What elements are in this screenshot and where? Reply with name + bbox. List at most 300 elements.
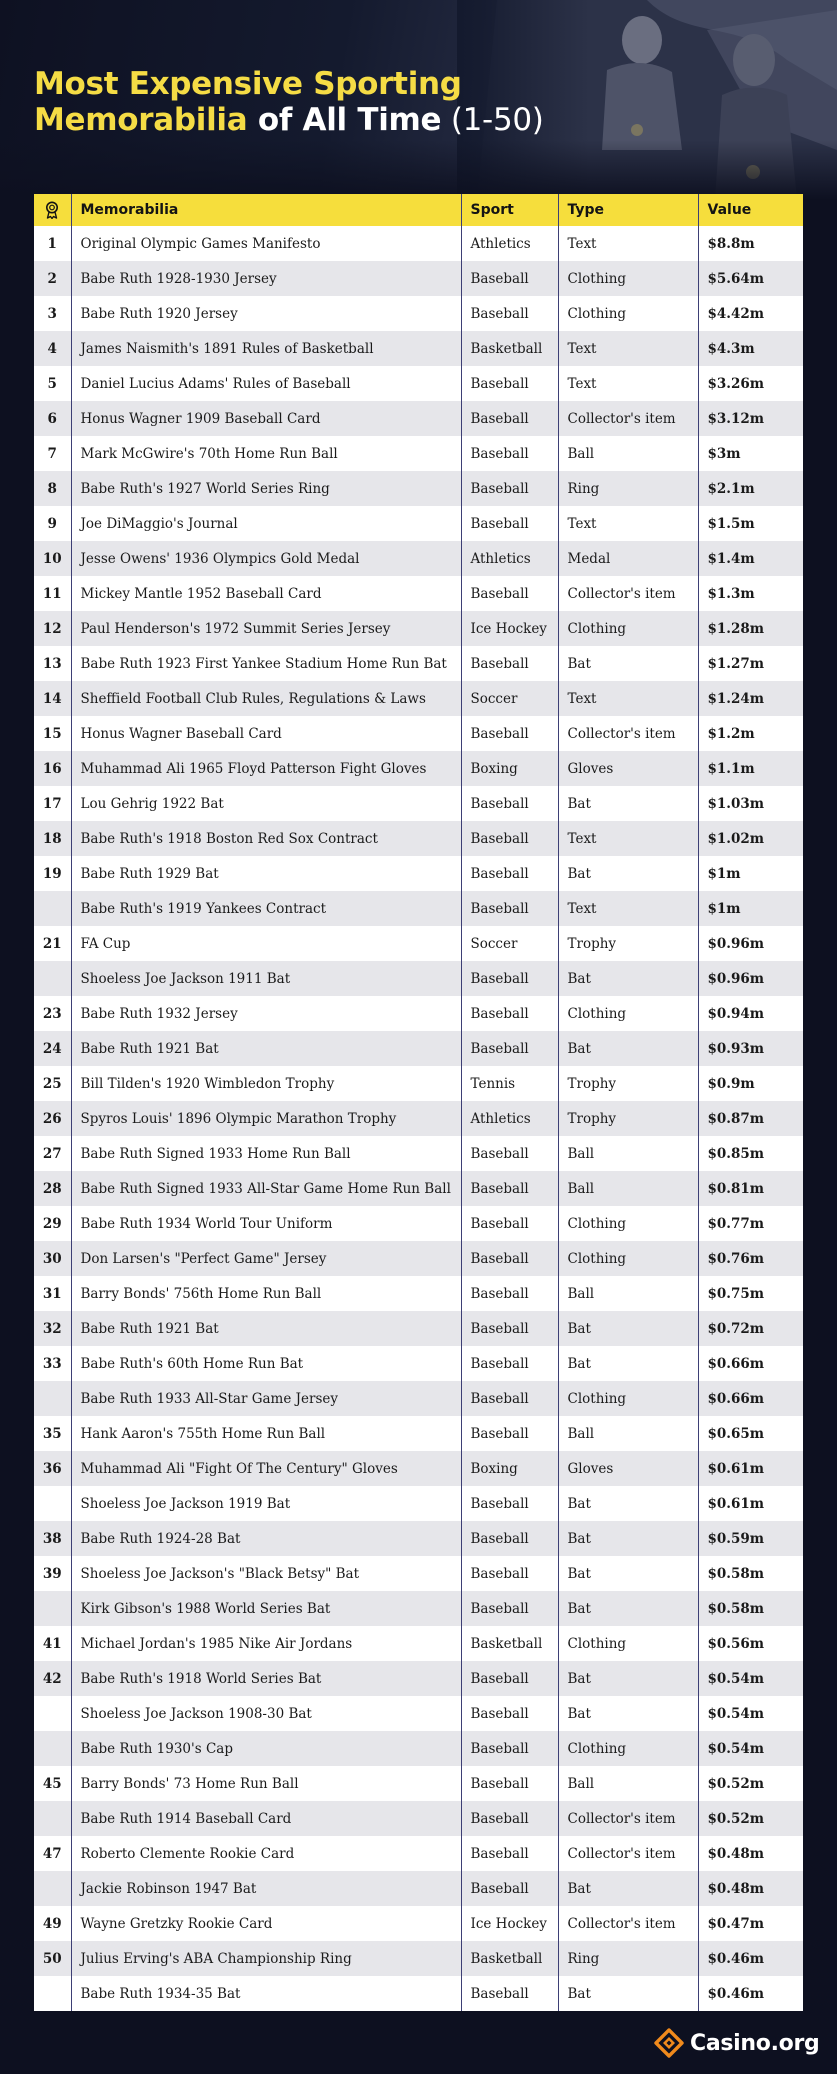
rank-cell: 49 — [34, 1906, 71, 1941]
sport-cell: Baseball — [461, 716, 558, 751]
table-row — [34, 1451, 803, 1486]
table-body — [34, 226, 803, 2011]
sport-cell: Baseball — [461, 1661, 558, 1696]
value-cell: $1.28m — [707, 620, 765, 637]
sport-cell: Boxing — [461, 751, 558, 786]
table-row — [34, 1626, 803, 1661]
sport-cell: Baseball — [461, 1801, 558, 1836]
rank-cell: 41 — [34, 1626, 71, 1661]
table-row — [34, 681, 803, 716]
table-row — [34, 786, 803, 821]
memorabilia-cell: Michael Jordan's 1985 Nike Air Jordans — [71, 1626, 461, 1661]
rank-cell — [34, 891, 71, 926]
value-cell: $0.85m — [707, 1145, 765, 1162]
memorabilia-cell: Paul Henderson's 1972 Summit Series Jersey — [71, 611, 461, 646]
sport-cell: Baseball — [461, 1486, 558, 1521]
table-row — [34, 1871, 803, 1906]
memorabilia-cell: Babe Ruth's 1918 World Series Bat — [71, 1661, 461, 1696]
sport-cell: Soccer — [461, 926, 558, 961]
memorabilia-cell: Spyros Louis' 1896 Olympic Marathon Trophy — [71, 1101, 461, 1136]
value-cell: $4.3m — [707, 340, 755, 357]
rank-cell: 9 — [34, 506, 71, 541]
sport-cell: Baseball — [461, 1416, 558, 1451]
memorabilia-cell: Babe Ruth 1928-1930 Jersey — [71, 261, 461, 296]
type-cell: Clothing — [558, 1206, 698, 1241]
rank-cell: 31 — [34, 1276, 71, 1311]
type-cell: Text — [558, 226, 698, 261]
memorabilia-cell: Babe Ruth 1921 Bat — [71, 1311, 461, 1346]
sport-cell: Baseball — [461, 401, 558, 436]
type-cell: Trophy — [558, 1101, 698, 1136]
sport-cell: Baseball — [461, 996, 558, 1031]
rank-cell: 7 — [34, 436, 71, 471]
rank-header — [34, 194, 71, 226]
memorabilia-cell: Babe Ruth 1921 Bat — [71, 1031, 461, 1066]
table-row — [34, 1976, 803, 2011]
table-row — [34, 1311, 803, 1346]
table-row — [34, 1171, 803, 1206]
sport-cell: Baseball — [461, 1556, 558, 1591]
table-row — [34, 646, 803, 681]
rank-cell: 3 — [34, 296, 71, 331]
memorabilia-cell: Daniel Lucius Adams' Rules of Baseball — [71, 366, 461, 401]
rank-cell: 12 — [34, 611, 71, 646]
value-cell: $1.2m — [707, 725, 755, 742]
sport-cell: Baseball — [461, 1031, 558, 1066]
sport-cell: Baseball — [461, 821, 558, 856]
casino-org-logo-icon — [654, 2028, 684, 2058]
table-row — [34, 1521, 803, 1556]
table-row — [34, 331, 803, 366]
type-cell: Collector's item — [558, 1801, 698, 1836]
type-cell: Gloves — [558, 751, 698, 786]
table-row — [34, 261, 803, 296]
rank-cell: 4 — [34, 331, 71, 366]
rank-cell — [34, 1801, 71, 1836]
sport-cell: Baseball — [461, 1766, 558, 1801]
type-cell: Text — [558, 331, 698, 366]
rank-cell: 32 — [34, 1311, 71, 1346]
table-row — [34, 1556, 803, 1591]
sport-cell: Baseball — [461, 786, 558, 821]
memorabilia-cell: FA Cup — [71, 926, 461, 961]
title-highlight: Memorabilia — [34, 102, 248, 138]
value-cell: $0.72m — [707, 1320, 765, 1337]
type-cell: Clothing — [558, 1241, 698, 1276]
memorabilia-cell: Original Olympic Games Manifesto — [71, 226, 461, 261]
value-cell: $3.26m — [707, 375, 765, 392]
type-cell: Text — [558, 506, 698, 541]
table-row — [34, 1906, 803, 1941]
memorabilia-cell: Joe DiMaggio's Journal — [71, 506, 461, 541]
memorabilia-cell: Barry Bonds' 756th Home Run Ball — [71, 1276, 461, 1311]
title-range: (1-50) — [441, 102, 544, 138]
type-cell: Trophy — [558, 926, 698, 961]
sport-cell: Baseball — [461, 891, 558, 926]
value-cell: $1.02m — [707, 830, 765, 847]
sport-cell: Baseball — [461, 1976, 558, 2011]
memorabilia-cell: Muhammad Ali 1965 Floyd Patterson Fight Gloves — [71, 751, 461, 786]
memorabilia-cell: Babe Ruth 1933 All-Star Game Jersey — [71, 1381, 461, 1416]
table-row — [34, 471, 803, 506]
table-row — [34, 1801, 803, 1836]
sport-cell: Baseball — [461, 261, 558, 296]
sport-cell: Baseball — [461, 366, 558, 401]
sport-cell: Boxing — [461, 1451, 558, 1486]
hero-fade — [0, 140, 837, 200]
sport-cell: Baseball — [461, 1241, 558, 1276]
rank-cell: 36 — [34, 1451, 71, 1486]
value-cell: $1.03m — [707, 795, 765, 812]
table-row — [34, 541, 803, 576]
sport-cell: Baseball — [461, 856, 558, 891]
type-cell: Bat — [558, 786, 698, 821]
rank-cell: 50 — [34, 1941, 71, 1976]
sport-cell: Baseball — [461, 506, 558, 541]
value-cell: $1m — [707, 900, 741, 917]
memorabilia-cell: Babe Ruth 1932 Jersey — [71, 996, 461, 1031]
memorabilia-table — [34, 194, 803, 2011]
table-row — [34, 996, 803, 1031]
type-cell: Clothing — [558, 1381, 698, 1416]
rank-cell: 42 — [34, 1661, 71, 1696]
type-cell: Bat — [558, 1311, 698, 1346]
type-cell: Text — [558, 681, 698, 716]
value-cell: $0.93m — [707, 1040, 765, 1057]
type-cell: Ball — [558, 1766, 698, 1801]
sport-cell: Basketball — [461, 331, 558, 366]
memorabilia-cell: Mickey Mantle 1952 Baseball Card — [71, 576, 461, 611]
value-cell: $0.54m — [707, 1705, 765, 1722]
value-cell: $0.81m — [707, 1180, 765, 1197]
value-cell: $4.42m — [707, 305, 765, 322]
type-cell: Bat — [558, 1486, 698, 1521]
memorabilia-cell: Bill Tilden's 1920 Wimbledon Trophy — [71, 1066, 461, 1101]
rank-cell — [34, 1591, 71, 1626]
rank-cell: 28 — [34, 1171, 71, 1206]
table-row — [34, 1766, 803, 1801]
value-cell: $0.48m — [707, 1880, 765, 1897]
table-row — [34, 961, 803, 996]
value-cell: $0.56m — [707, 1635, 765, 1652]
type-cell: Clothing — [558, 1626, 698, 1661]
type-cell: Bat — [558, 1521, 698, 1556]
sport-cell: Baseball — [461, 1871, 558, 1906]
sport-header: Sport — [461, 194, 558, 226]
rank-cell: 39 — [34, 1556, 71, 1591]
value-cell: $3.12m — [707, 410, 765, 427]
value-cell: $0.87m — [707, 1110, 765, 1127]
type-cell: Ring — [558, 1941, 698, 1976]
memorabilia-table-container — [34, 194, 803, 2009]
rank-cell — [34, 1731, 71, 1766]
sport-cell: Baseball — [461, 296, 558, 331]
rank-cell — [34, 1381, 71, 1416]
sport-cell: Tennis — [461, 1066, 558, 1101]
rank-cell: 45 — [34, 1766, 71, 1801]
value-cell: $0.66m — [707, 1355, 765, 1372]
table-row — [34, 1101, 803, 1136]
rank-cell: 29 — [34, 1206, 71, 1241]
sport-cell: Baseball — [461, 1381, 558, 1416]
memorabilia-cell: Mark McGwire's 70th Home Run Ball — [71, 436, 461, 471]
value-cell: $0.59m — [707, 1530, 765, 1547]
rank-cell: 26 — [34, 1101, 71, 1136]
type-cell: Collector's item — [558, 1836, 698, 1871]
type-cell: Bat — [558, 1556, 698, 1591]
value-cell: $1.5m — [707, 515, 755, 532]
table-row — [34, 226, 803, 261]
table-row — [34, 366, 803, 401]
memorabilia-cell: Julius Erving's ABA Championship Ring — [71, 1941, 461, 1976]
type-cell: Bat — [558, 1031, 698, 1066]
value-cell: $5.64m — [707, 270, 765, 287]
table-row — [34, 1031, 803, 1066]
rank-cell: 16 — [34, 751, 71, 786]
rank-cell: 6 — [34, 401, 71, 436]
value-cell: $0.65m — [707, 1425, 765, 1442]
memorabilia-cell: Babe Ruth Signed 1933 Home Run Ball — [71, 1136, 461, 1171]
table-row — [34, 716, 803, 751]
rank-cell: 24 — [34, 1031, 71, 1066]
memorabilia-cell: Babe Ruth 1929 Bat — [71, 856, 461, 891]
type-cell: Bat — [558, 646, 698, 681]
sport-cell: Ice Hockey — [461, 611, 558, 646]
type-cell: Clothing — [558, 1731, 698, 1766]
rank-cell — [34, 1696, 71, 1731]
memorabilia-cell: Honus Wagner 1909 Baseball Card — [71, 401, 461, 436]
rank-cell: 18 — [34, 821, 71, 856]
rank-cell: 30 — [34, 1241, 71, 1276]
type-cell: Text — [558, 891, 698, 926]
memorabilia-cell: Babe Ruth's 1927 World Series Ring — [71, 471, 461, 506]
memorabilia-cell: Jackie Robinson 1947 Bat — [71, 1871, 461, 1906]
value-cell: $1.24m — [707, 690, 765, 707]
sport-cell: Soccer — [461, 681, 558, 716]
value-cell: $2.1m — [707, 480, 755, 497]
type-cell: Collector's item — [558, 1906, 698, 1941]
value-cell: $0.61m — [707, 1460, 765, 1477]
table-row — [34, 1241, 803, 1276]
memorabilia-cell: Roberto Clemente Rookie Card — [71, 1836, 461, 1871]
type-cell: Ball — [558, 1171, 698, 1206]
type-cell: Ring — [558, 471, 698, 506]
sport-cell: Baseball — [461, 1136, 558, 1171]
rank-cell: 15 — [34, 716, 71, 751]
type-cell: Collector's item — [558, 576, 698, 611]
type-header: Type — [558, 194, 698, 226]
type-cell: Bat — [558, 1871, 698, 1906]
table-row — [34, 1591, 803, 1626]
value-cell: $0.9m — [707, 1075, 755, 1092]
sport-cell: Baseball — [461, 646, 558, 681]
table-row — [34, 1486, 803, 1521]
type-cell: Bat — [558, 1976, 698, 2011]
memorabilia-cell: Babe Ruth 1914 Baseball Card — [71, 1801, 461, 1836]
table-row — [34, 1661, 803, 1696]
value-cell: $0.77m — [707, 1215, 765, 1232]
rank-cell — [34, 1976, 71, 2011]
memorabilia-cell: Shoeless Joe Jackson's "Black Betsy" Bat — [71, 1556, 461, 1591]
sport-cell: Athletics — [461, 1101, 558, 1136]
type-cell: Bat — [558, 856, 698, 891]
sport-cell: Baseball — [461, 1276, 558, 1311]
sport-cell: Baseball — [461, 436, 558, 471]
value-cell: $0.54m — [707, 1670, 765, 1687]
memorabilia-cell: Wayne Gretzky Rookie Card — [71, 1906, 461, 1941]
memorabilia-cell: Don Larsen's "Perfect Game" Jersey — [71, 1241, 461, 1276]
sport-cell: Basketball — [461, 1941, 558, 1976]
memorabilia-cell: Jesse Owens' 1936 Olympics Gold Medal — [71, 541, 461, 576]
value-cell: $0.75m — [707, 1285, 765, 1302]
value-cell: $0.58m — [707, 1565, 765, 1582]
value-cell: $0.46m — [707, 1950, 765, 1967]
table-header-row — [34, 194, 803, 226]
value-cell: $1.3m — [707, 585, 755, 602]
table-row — [34, 751, 803, 786]
value-cell: $3m — [707, 445, 741, 462]
type-cell: Bat — [558, 1346, 698, 1381]
rank-cell: 5 — [34, 366, 71, 401]
type-cell: Bat — [558, 961, 698, 996]
sport-cell: Baseball — [461, 1591, 558, 1626]
rank-cell: 27 — [34, 1136, 71, 1171]
rank-cell: 11 — [34, 576, 71, 611]
sport-cell: Baseball — [461, 1346, 558, 1381]
table-row — [34, 1136, 803, 1171]
sport-cell: Baseball — [461, 1171, 558, 1206]
memorabilia-cell: Babe Ruth 1924-28 Bat — [71, 1521, 461, 1556]
type-cell: Collector's item — [558, 716, 698, 751]
memorabilia-cell: Babe Ruth Signed 1933 All-Star Game Home Run Ball — [71, 1171, 461, 1206]
rank-cell — [34, 961, 71, 996]
memorabilia-cell: Babe Ruth's 1919 Yankees Contract — [71, 891, 461, 926]
table-row — [34, 611, 803, 646]
value-cell: $0.52m — [707, 1810, 765, 1827]
type-cell: Medal — [558, 541, 698, 576]
page-title — [34, 66, 544, 138]
type-cell: Clothing — [558, 611, 698, 646]
table-row — [34, 1381, 803, 1416]
sport-cell: Ice Hockey — [461, 1906, 558, 1941]
table-row — [34, 401, 803, 436]
type-cell: Ball — [558, 436, 698, 471]
table-row — [34, 856, 803, 891]
memorabilia-cell: Babe Ruth 1920 Jersey — [71, 296, 461, 331]
medal-icon — [44, 201, 60, 219]
table-row — [34, 821, 803, 856]
rank-cell: 33 — [34, 1346, 71, 1381]
sport-cell: Baseball — [461, 961, 558, 996]
value-cell: $0.58m — [707, 1600, 765, 1617]
logo-text: Casino.org — [690, 2030, 820, 2056]
memorabilia-cell: Hank Aaron's 755th Home Run Ball — [71, 1416, 461, 1451]
rank-cell: 17 — [34, 786, 71, 821]
table-row — [34, 1416, 803, 1451]
rank-cell — [34, 1486, 71, 1521]
value-cell: $0.46m — [707, 1985, 765, 2002]
rank-cell: 13 — [34, 646, 71, 681]
rank-cell — [34, 1871, 71, 1906]
sport-cell: Baseball — [461, 1696, 558, 1731]
sport-cell: Baseball — [461, 1836, 558, 1871]
memorabilia-cell: Sheffield Football Club Rules, Regulations & Laws — [71, 681, 461, 716]
table-row — [34, 1346, 803, 1381]
type-cell: Ball — [558, 1276, 698, 1311]
memorabilia-cell: Babe Ruth's 60th Home Run Bat — [71, 1346, 461, 1381]
sport-cell: Athletics — [461, 541, 558, 576]
rank-cell: 38 — [34, 1521, 71, 1556]
type-cell: Gloves — [558, 1451, 698, 1486]
table-row — [34, 1836, 803, 1871]
rank-cell: 1 — [34, 226, 71, 261]
value-cell: $1m — [707, 865, 741, 882]
table-row — [34, 1731, 803, 1766]
table-row — [34, 1066, 803, 1101]
table-row — [34, 1696, 803, 1731]
rank-cell: 35 — [34, 1416, 71, 1451]
table-row — [34, 1941, 803, 1976]
value-cell: $1.4m — [707, 550, 755, 567]
memorabilia-cell: James Naismith's 1891 Rules of Basketball — [71, 331, 461, 366]
memorabilia-cell: Barry Bonds' 73 Home Run Ball — [71, 1766, 461, 1801]
casino-org-logo — [654, 2026, 819, 2060]
value-cell: $0.94m — [707, 1005, 765, 1022]
table-row — [34, 891, 803, 926]
memorabilia-cell: Shoeless Joe Jackson 1911 Bat — [71, 961, 461, 996]
value-cell: $0.52m — [707, 1775, 765, 1792]
type-cell: Ball — [558, 1136, 698, 1171]
memorabilia-cell: Lou Gehrig 1922 Bat — [71, 786, 461, 821]
value-cell: $0.54m — [707, 1740, 765, 1757]
type-cell: Clothing — [558, 296, 698, 331]
rank-cell: 2 — [34, 261, 71, 296]
type-cell: Text — [558, 366, 698, 401]
memorabilia-cell: Shoeless Joe Jackson 1908-30 Bat — [71, 1696, 461, 1731]
memorabilia-cell: Shoeless Joe Jackson 1919 Bat — [71, 1486, 461, 1521]
value-cell: $8.8m — [707, 235, 755, 252]
type-cell: Clothing — [558, 261, 698, 296]
table-row — [34, 436, 803, 471]
rank-cell: 47 — [34, 1836, 71, 1871]
memorabilia-cell: Muhammad Ali "Fight Of The Century" Gloves — [71, 1451, 461, 1486]
type-cell: Ball — [558, 1416, 698, 1451]
memorabilia-cell: Babe Ruth's 1918 Boston Red Sox Contract — [71, 821, 461, 856]
memorabilia-cell: Babe Ruth 1934 World Tour Uniform — [71, 1206, 461, 1241]
rank-cell: 14 — [34, 681, 71, 716]
table-row — [34, 926, 803, 961]
value-cell: $1.1m — [707, 760, 755, 777]
sport-cell: Athletics — [461, 226, 558, 261]
type-cell: Collector's item — [558, 401, 698, 436]
title-line1: Most Expensive Sporting — [34, 66, 462, 102]
sport-cell: Baseball — [461, 1311, 558, 1346]
sport-cell: Baseball — [461, 576, 558, 611]
type-cell: Clothing — [558, 996, 698, 1031]
sport-cell: Basketball — [461, 1626, 558, 1661]
table-row — [34, 506, 803, 541]
rank-cell: 10 — [34, 541, 71, 576]
value-cell: $1.27m — [707, 655, 765, 672]
value-cell: $0.61m — [707, 1495, 765, 1512]
type-cell: Trophy — [558, 1066, 698, 1101]
memorabilia-header: Memorabilia — [71, 194, 461, 226]
memorabilia-cell: Honus Wagner Baseball Card — [71, 716, 461, 751]
sport-cell: Baseball — [461, 1206, 558, 1241]
table-row — [34, 296, 803, 331]
table-row — [34, 1276, 803, 1311]
type-cell: Text — [558, 821, 698, 856]
